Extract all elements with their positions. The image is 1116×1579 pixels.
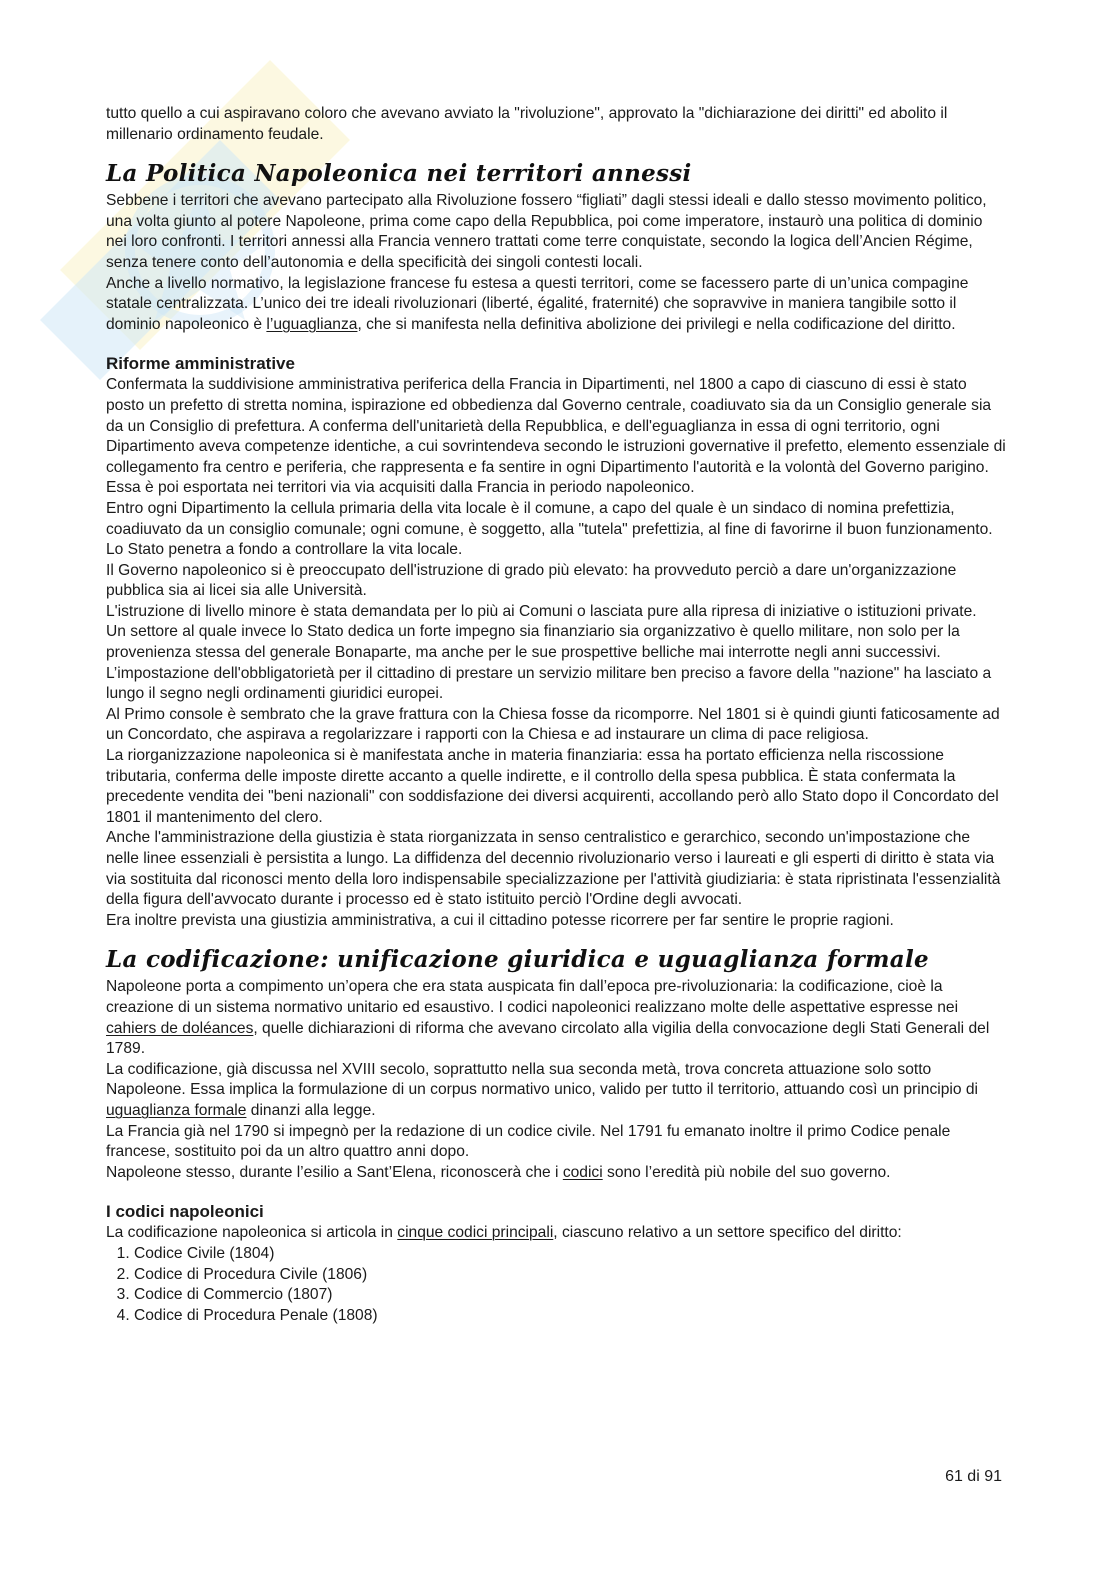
paragraph: La codificazione, già discussa nel XVIII secolo, soprattutto nella sua seconda metà, trova concreta attuazione solo sotto Napoleone. Essa implica la formulazione di un corpus normativo unico, valido per tutto il territorio, attuando così un principio di uguaglianza formale dinanzi alla legge. [106, 1060, 978, 1119]
paragraph: Essa è poi esportata nei territori via via acquisiti dalla Francia in periodo napoleonico. [106, 479, 695, 497]
paragraph: L'istruzione di livello minore è stata demandata per lo più ai Comuni o lasciata pure alla ripresa di iniziative o istituzioni private. [106, 602, 977, 620]
paragraph: La Francia già nel 1790 si impegnò per la redazione di un codice civile. Nel 1791 fu emanato inoltre il primo Codice penale francese, sostituito poi da un altro quattro anni dopo. [106, 1122, 951, 1161]
list-item: 3. Codice di Commercio (1807) [134, 1285, 1006, 1306]
underlined-term: cahiers de doléances [106, 1019, 254, 1037]
page-number: 61 di 91 [945, 1468, 1002, 1485]
section-heading-codificazione: La codificazione: unificazione giuridica e uguaglianza formale [106, 946, 929, 974]
riforme-body [106, 375, 1006, 931]
underlined-term: cinque codici principali [397, 1224, 554, 1242]
intro-paragraph: tutto quello a cui aspiravano coloro che avevano avviato la "rivoluzione", approvato la "dichiarazione dei diritti" ed abolito il millenario ordinamento feudale. [106, 105, 948, 143]
list-item: 4. Codice di Procedura Penale (1808) [134, 1306, 1006, 1327]
paragraph: Napoleone porta a compimento un’opera che era stata auspicata fin dall’epoca pre-rivoluzionaria: la codificazione, cioè la creazione di un sistema normativo unitario ed esaustivo. I codici napoleonici realizzano molte delle aspettative espresse nei cahiers de doléances, quelle dichiarazioni di riforma che avevano circolato alla vigilia della convocazione degli Stati Generali del 1789. [106, 978, 990, 1058]
paragraph: Entro ogni Dipartimento la cellula primaria della vita locale è il comune, a capo del quale è un sindaco di nomina prefettizia, coadiuvato da un consiglio comunale; ogni comune, è soggetto, alla "tutela" prefettizia, al fine di favorirne il buon funzionamento. Lo Stato penetra a fondo a controllare la vita locale. [106, 499, 993, 559]
paragraph: La codificazione napoleonica si articola in cinque codici principali, ciascuno relativo a un settore specifico del diritto: [106, 1224, 902, 1242]
list-item: 1. Codice Civile (1804) [134, 1244, 1006, 1265]
paragraph: Sebbene i territori che avevano partecipato alla Rivoluzione fossero “figliati” dagli stessi ideali e dallo stesso movimento politico, una volta giunto al potere Napoleone, prima come capo della Repubblica, poi come imperatore, instaurò una politica di dominio nei loro confronti. I territori annessi alla Francia vennero trattati come terre conquistate, secondo la logica dell’Ancien Régime, senza tenere conto dell’autonomia e della specificità dei singoli contesti locali. [106, 192, 987, 271]
paragraph: Confermata la suddivisione amministrativa periferica della Francia in Dipartimenti, nel 1800 a capo di ciascuno di essi è stato posto un prefetto di stretta nomina, ispirazione ed obbedienza dal Governo centrale, coadiuvato sia da un Consiglio generale sia da un Consiglio di prefettura. A conferma dell'unitarietà della Repubblica, e dell'eguaglianza in essa di ogni territorio, ogni Dipartimento aveva competenze identiche, a cui sovrintendeva secondo le istruzioni governative il prefetto, elemento essenziale di collegamento fra centro e periferia, che rappresenta e fa sentire in ogni Dipartimento l'autorità e la volontà del Governo parigino. [106, 376, 1006, 476]
underlined-term: uguaglianza formale [106, 1101, 247, 1119]
paragraph: Il Governo napoleonico si è preoccupato dell'istruzione di grado più elevato: ha provveduto perciò a dare un'organizzazione pubblica sia ai licei sia alle Università. [106, 561, 957, 600]
paragraph: Era inoltre prevista una giustizia amministrativa, a cui il cittadino potesse ricorrere per far sentire le proprie ragioni. [106, 911, 894, 929]
list-item: 2. Codice di Procedura Civile (1806) [134, 1265, 1006, 1286]
paragraph: Un settore al quale invece lo Stato dedica un forte impegno sia finanziario sia organizzativo è quello militare, non solo per la provenienza stessa del generale Bonaparte, ma anche per le sue prospettive belliche mai interrotte negli anni successivi. [106, 623, 960, 662]
paragraph: Anche l'amministrazione della giustizia è stata riorganizzata in senso centralistico e gerarchico, secondo un'impostazione che nelle linee essenziali è persistita a lungo. La diffidenza del decennio rivoluzionario verso i laureati e gli esperti di diritto è stata via via sostituita dal riconosci mento della loro indispensabile specializzazione per l'attività giudiziaria: è stata ripristinata l'essenzialità della figura dell'avvocato durante i processo ed è stato istituito perciò l'Ordine degli avvocati. [106, 829, 1001, 909]
section-heading-politica: La Politica Napoleonica nei territori annessi [106, 160, 692, 188]
paragraph: Anche a livello normativo, la legislazione francese fu estesa a questi territori, come se facessero parte di un’unica compagine statale centralizzata. L’unico dei tre ideali rivoluzionari (liberté, égalité, fraternité) che sopravvive in maniera tangibile sotto il dominio napoleonico è l’uguaglianza, che si manifesta nella definitiva abolizione dei privilegi e nella codificazione del diritto. [106, 274, 969, 333]
codici-list [106, 1244, 1006, 1326]
subheading-riforme: Riforme amministrative [106, 354, 295, 374]
paragraph: La riorganizzazione napoleonica si è manifestata anche in materia finanziaria: essa ha portato efficienza nella riscossione tributaria, conferma delle imposte dirette accanto a quelle indirette, e il controllo della spesa pubblica. È stata confermata la precedente vendita dei "beni nazionali" con soddisfazione dei diversi acquirenti, accollando però allo Stato dopo il Concordato del 1801 il mantenimento del clero. [106, 747, 999, 826]
paragraph: Al Primo console è sembrato che la grave frattura con la Chiesa fosse da ricomporre. Nel 1801 si è quindi giunti faticosamente ad un Concordato, che aspirava a regolarizzare i rapporti con la Chiesa e ad instaurare un clima di pace religiosa. [106, 705, 1000, 744]
subheading-codici: I codici napoleonici [106, 1202, 264, 1222]
paragraph: Napoleone stesso, durante l’esilio a Sant’Elena, riconoscerà che i codici sono l’eredità più nobile del suo governo. [106, 1163, 891, 1181]
document-page [106, 104, 1006, 1326]
underlined-term: codici [562, 1163, 603, 1181]
paragraph: L’impostazione dell'obbligatorietà per il cittadino di prestare un servizio militare ben preciso a favore della "nazione" ha lasciato a lungo il segno negli ordinamenti giuridici europei. [106, 664, 992, 703]
underlined-term: l’uguaglianza [266, 315, 358, 333]
